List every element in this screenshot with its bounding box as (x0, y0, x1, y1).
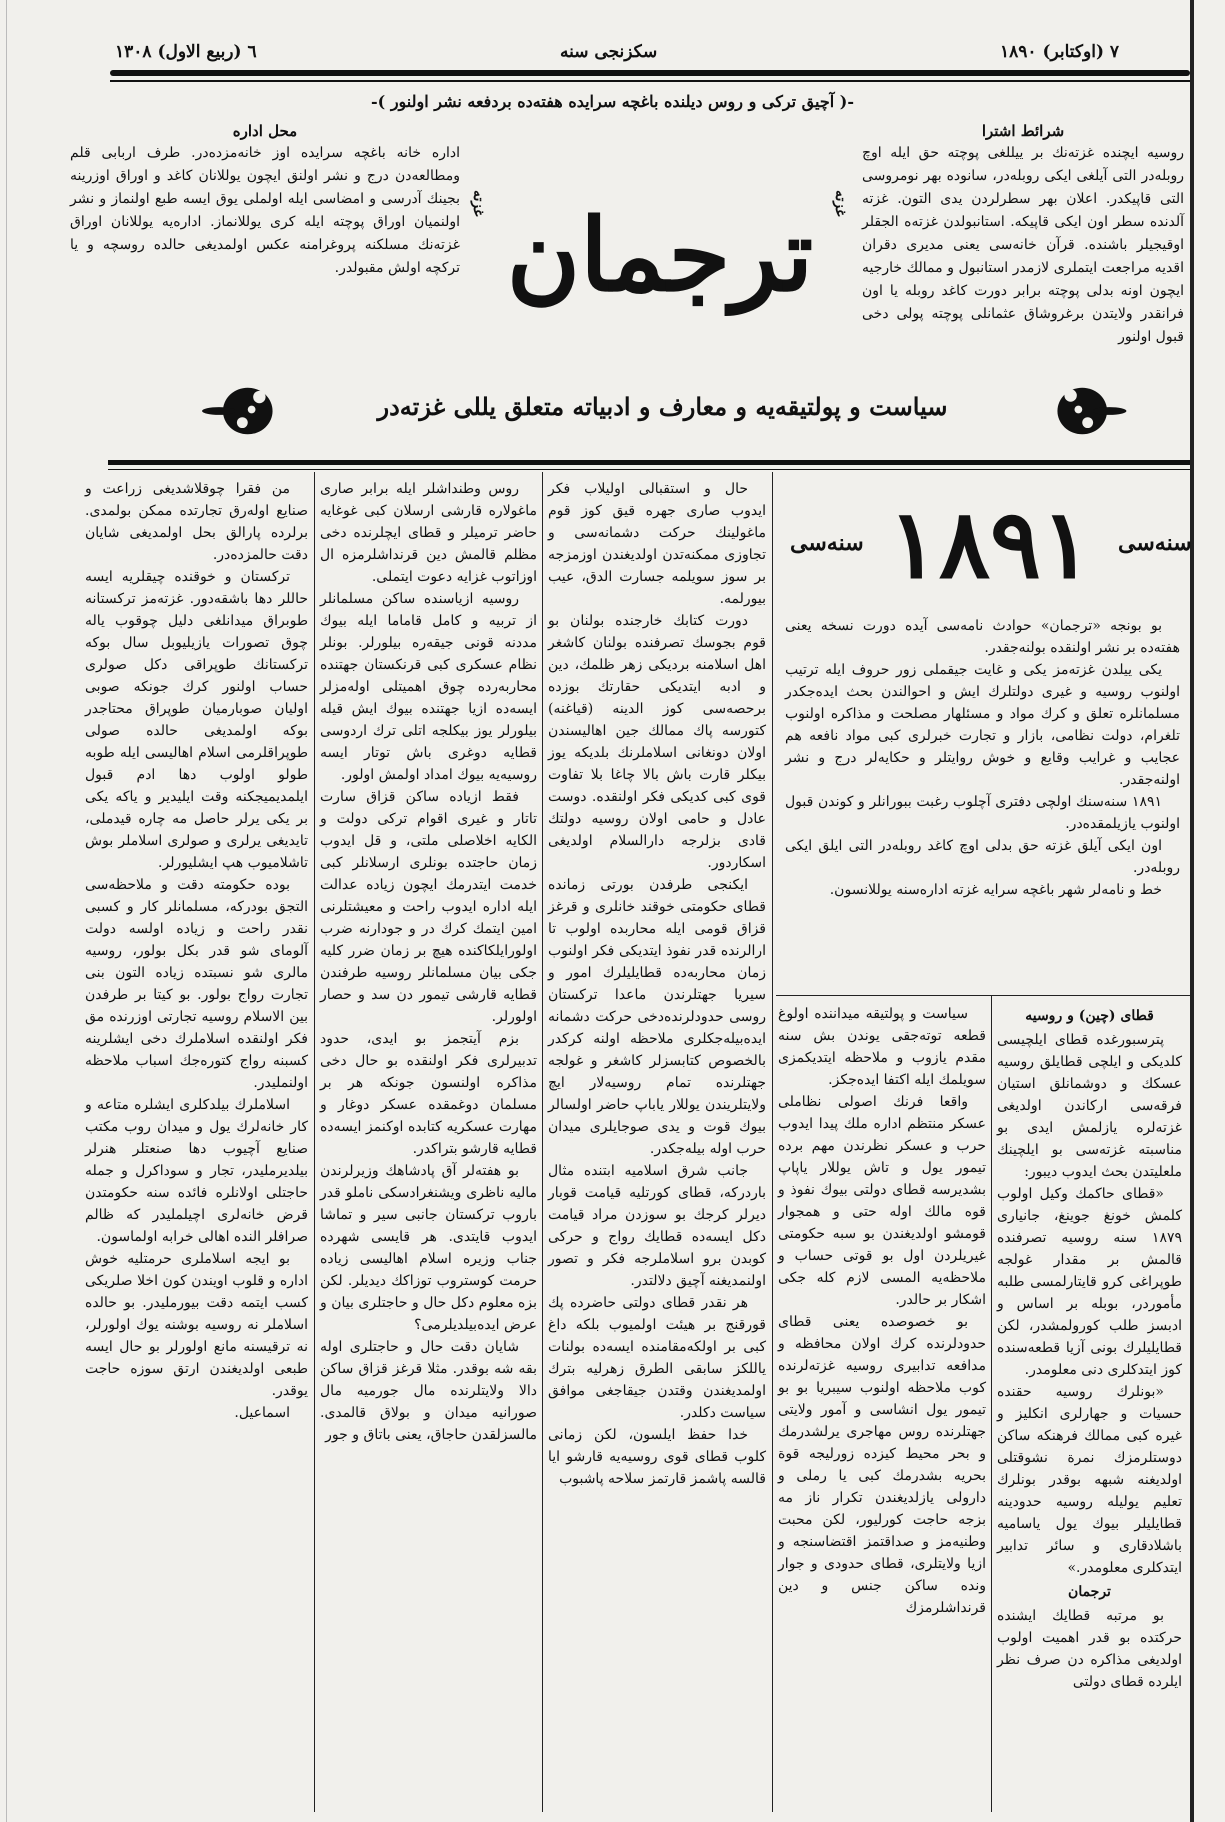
paragraph: ایکنجی طرفدن بورتی زمانده قطای حکومتی خوقند خانلری و قرغز قزاق قومی ایله محاربده اولوب تا ارالرنده قدر نفوذ ایتدیکی فکر اولنوب زمان محاربه‌ده قطایلیلرك امور و سیریا جهتلرندن ماعدا ترکستان روسی حدودلرنده‌دخی حرکت دشمانه ایده‌بیله‌جکلری ملاحظه اولنه کرکدر بالخصوص کتابسزلر کاشغر و غولجه جهتلرنده تمام روسیه‌لار ایچ ولایتلریندن یوللار یاباپ حاضر اولسالر بیوك قوت و یدی صوجایلری میدان حرب اوله بیله‌جکدر. (548, 877, 766, 1157)
paragraph: واقعا فرنك اصولی نظاملی عسکر منتظم اداره ملك پیدا ایدوب حرب و عسکر نظرندن مهم برده تیمور یول و تاش یوللار یاپاپ بشدیرسه قطای دولتی بیوك نفوذ و قوه مالك اوله حتی و همجوار قومشو اولدیغندن بو سبه حکومتی غیریلردن اول بو قوتی حساب و ملاحظه‌یه المسی لازم کله جکی اشکار بر حالدر. (778, 1094, 986, 1308)
paragraph: روسیه ازیاسنده ساکن مسلمانلر از تربیه و کامل قاماما ایله بیوك مددنه قونی جیقه‌ره بیلورلر. بونلر نظام عسکری کبی قرنکستان جهتنده محاربه‌رده چوق اهمیتلی اوله‌مزلر ایسه‌ده ازیا جهتنده بیوك ایش قیله بیلورلر یوز بیکلجه اتلی ترك اردوسی قطایه دوغری باش توتار ایسه روسیه‌یه بیوك امداد اولمش اولور. (320, 591, 537, 783)
article-heading: ترجمان (1068, 1584, 1111, 1600)
signature: اسماعیل. (234, 1405, 290, 1421)
section-divider (776, 995, 1190, 996)
office-heading: محل اداره (232, 122, 298, 140)
masthead-rule-thin (108, 469, 1190, 470)
header-rule (110, 70, 1190, 76)
column-5 (997, 1003, 1182, 1693)
paragraph: پترسبورغده قطای ایلچیسی کلدیکی و ایلچی قطایلق روسیه عسکك و دوشمانلق استیان فرقه‌سی ارکاندن اولدیغی غزته‌لره یازلمش ایدی بو مناسبته غزته‌سی بو ایلچینك ملعلیتدن بحث ایدوب دیبور: (997, 1032, 1182, 1180)
hijri-date: ٦ (ربیع الاول) ١٣٠٨ (115, 42, 257, 62)
subtitle: -( آچیق ترکی و روس دیلنده باغچه سرایده هفته‌ده بردفعه نشر اولنور )- (371, 92, 854, 111)
paragraph: روس وطنداشلر ایله برابر صاری ماغولاره قارشی ارسلان کبی غوغایه حاضر ترمیلر و قطای ایچلرنده دخی مظلم قالمش دین قرنداشلرمزه ال اوزاتوب غزایه دعوت ایتملی. (320, 481, 537, 585)
column-1 (85, 478, 308, 1424)
office-text: اداره خانه باغچه سرایده اوز خانه‌مزده‌در. طرف اربابی قلم ومطالعه‌دن درج و نشر اولنق ایچون یوللانان کاغد و اوراق اوزرینه بجینك آدرسی و امضاسی ایله اولملی یوق ایسه طبع اولنماز و نشر اولنمیان اوراق پوچته ایله کری یوللانماز. اداره‌یه یوللانان اوراق غزته‌نك مسلکنه پروغرامنه عکس اولمدیغی حالده روسچه و یا ترکچه اولش مقبولدر. (70, 145, 460, 276)
paragraph: بو مرتبه قطایك ایشنده حرکتده بو قدر اهمیت اولوب اولدیغی مذاکره دن صرف نظر ایلرده قطای دولتی (997, 1608, 1182, 1690)
paragraph: حال و استقبالی اولیلاب فکر ایدوب صاری جهره قیق کوز قوم ماغولینك حرکت دشمانه‌سی و تجاوزی ممکنه‌تدن اولدیغندن اوزمزجه بر سوز سویلمه جسارت الدق، عیب بیورلمه. (548, 481, 766, 607)
masthead-rule (108, 460, 1190, 465)
paragraph: «قطای حاکمك وکیل اولوب کلمش خونغ جوینغ، جانیاری ١٨٧٩ سنه روسیه تصرفنده قالمش بر مقدار غولجه طوپراغی کرو قایتارلمسی طلبه مأموردر، بوبله بر اساس و ادبسز طلب کورولمشدر، لکن قطایلیلرك بونی آزیا قطعه‌سنده کوز ایتدکلری دنی معلومدر. (997, 1186, 1182, 1378)
office-box (70, 122, 460, 280)
paragraph: جانب شرق اسلامیه ابتنده مثال باردرکه، قطای کورتلیه قیامت قوبار دیرلر کرجك بو سوزدن مراد قیامت دکل ایسه‌ده قطایك رواج و حرکی کوبدن برو اسلاملرجه فکر و تصور اولنمدیغنه آچیق دلالتدر. (548, 1163, 766, 1289)
paragraph: بو بونجه «ترجمان» حوادث نامه‌سی آیده دورت نسخه یعنی هفته‌ده بر نشر اولنقده بولنه‌جقدر. (785, 618, 1180, 656)
ornament-left-icon (190, 380, 290, 442)
subscription-box (862, 122, 1184, 349)
paragraph: ترکستان و خوقنده چیقلریه ایسه حاللر دها باشقه‌دور. غزته‌مز ترکستانه طوبراق میدانلغی دلیل چوقوب یاله چوق تصورات یازیلیوبل سال بوکه ترکستانك طوپراقی دکل صولری حساب اولنور کرك جونکه صوبی اولیان صوبارمیان طوپراق محتاجدر بوکه اولمدیغی حالده صولی طوپراقلرمی اسلام اهالیسی ایله طوبه طولو اولوب دها ادم قبول ایلمدیمیجکنه وقت ایلیدیر و یاکه یکی بر یکی یرلر حاصل مه چاره قیدملی، تایدیغی یرلری و صولری اسلاملر بوش تاشلامیوب هپ ایشلیورلر. (85, 569, 308, 871)
column-rule (991, 995, 992, 1812)
page-edge (6, 0, 7, 1822)
paragraph: بزم آیتجمز بو ایدی، حدود تدبیرلری فکر اولنقده بو حال دخی مذاکره اولنسون جونکه هر بر مسلمان دوغمقده عسکر دوغار و مهارت عسکریه کتابده اوکنمز ایسه‌ده قطایه قارشو بتراکدر. (320, 1031, 537, 1157)
subscription-heading: شرائط اشترا (981, 122, 1065, 140)
paragraph: سیاست و پولتیقه میداننده اولوغ قطعه توته‌جقی یوندن بش سنه مقدم یازوب و ملاحظه ایتدیکمزی سویلمك ایله اکتفا ایده‌جکز. (778, 1006, 986, 1088)
column-2 (320, 478, 537, 1446)
column-4 (778, 1003, 986, 1619)
paragraph: دورت کتابك خارجنده بولنان بو قوم بجوسك تصرفنده بولنان کاشغر اهل اسلامنه بردیکی زهر ظلمك، دین و ادبه ایتدیکی حقارتك بوزده برحصه‌سی کوز الدینه (قیاغنه) کتورسه پاك ممالك جین اهالیسندن اولان دونغانی اسلاملرنك بلدیکه یوز بیکلر قارت باش بالا چاغا بلا تفاوت قوی کبی کدیکی فکر اولنقده. دوست عادل و حامی اولان روسیه دولتك قادی بزلرجه دارالسلام اولدیغی اسکاردور. (548, 613, 766, 871)
tagline: سیاست و پولتیقه‌یه و معارف و ادبیاته متعلق یللی غزته‌در (377, 392, 948, 421)
year-word-left: سنه‌سی (790, 530, 864, 556)
paragraph: بو ایجه اسلاملری حرمتلیه خوش اداره و قلوب اویندن کون اخلا صلریکی کسب ایتمه دقت بیورملیدر. بو حالده اسلاملر نه روسیه بوشنه یوك اولورلر، نه ترقیسنه مانع اولورلر بو حال ایسه طبعی اولدیغندن ارتق سوزه حاجت یوقدر. (85, 1251, 308, 1399)
page-frame-border (1190, 0, 1194, 1822)
column-3 (548, 478, 766, 1490)
paragraph: بو خصوصده یعنی قطای حدودلرنده کرك اولان محافظه و مدافعه تدابیری روسیه غزته‌لرنده کوب ملاحظه اولنوب سیبریا بو بو تیمور یول انشاسی و آمور ولایتی جهتلرنده روس مهاجری یرلشدرمك و بحر محیط کیزده زورلیجه قوة بحریه بشدرمك کبی یا رملی و دارولی یازلدیغندن تکرار ناز مه بزجه حاجت کورلیور، لکن محبت وطنیه‌مز و صداقتمز اقتضاسنجه و ازیا ولایتلری، قطای حدودی و جوار ونده ساکن جنس و دین قرنداشلرمزك (778, 1314, 986, 1616)
subscription-text: روسیه ایچنده غزته‌نك بر ییللغی پوچته حق ایله اوچ روبله‌در التی آیلغی ایکی روبله‌در، سانوده بهر نومروسی التی قاپیکدر. اعلان بهر سطرلردن یدی التون. غزته آلدنده سطر اون ایکی قاپیکه. استانبولدن غزته‌ه الجقلر اوقیجیلر باشنده. قرآن خانه‌سی یعنی مدیری دقران اقدیه مراجعت ایتملری لازمدر استانبول و ممالك خارجیه ایچون اونه بدلی پوچته برابر دورت کاغد روبله یا اون فرانقدر ولایتدن برغروشاق عثمانلی پوچته پولی دخی قبول اولنور (862, 145, 1184, 345)
paragraph: من فقرا چوقلاشدیغی زراعت و صنایع اوله‌رق تجارتده ممکن بولمدی. برلرده پارالق بحل اولمدیغی شایان دقت حالمزده‌در. (85, 481, 308, 563)
paragraph: بو هفته‌لر آق پادشاهك وزیرلرندن مالیه ناظری ویشنغرادسکی ناملو قدر باروب ترکستان جانبی سیر و تماشا ایدوب قایتدی. هر قایسی شهرده جناب وزیره اسلام اهالیسی زیاده حرمت کوستروب توزاکك دیدیلر. لکن بزه معلوم دکل حال و حاجتلری بیان و عرض ایده‌بیلدیلرمی؟ (320, 1163, 537, 1333)
year-number: ١٨٩١ (887, 489, 1093, 600)
year-announcement (785, 615, 1180, 901)
paragraph: اسلاملرك بیلدکلری ایشلره متاعه و کار خانه‌لرك یول و میدان روب مکتب صنایع آچیوب دها صنعتلر هنرلر بیلدیرملیدر، تجار و سوداکرل و جمله حاجتلی اولانلره فائده سنه حکومتدن قرض خانه‌لری اچیلملیدر که ظالم صرافلر النده اهالی خرابه اولماسون. (85, 1097, 308, 1245)
paragraph: «بونلرك روسیه حقنده حسیات و جهارلری انکلیز و غیره کبی ممالك فرهنکه ساکن دوستلرمزك نمرة نشوقتلی اولدیغنه شبهه بوقدر بونلرك تعلیم یولیله روسیه حدودینه قطایلیلر بیوك یول یاسامیه باشلادقاری و سائر تدابیر ایتدکلری معلومدر.» (997, 1384, 1182, 1576)
side-label-left: غزته (470, 190, 486, 217)
newspaper-title-logo: ترجمان (506, 196, 814, 314)
header-rule-thin (110, 80, 1190, 82)
paragraph: خط و نامه‌لر شهر باغچه سرایه غزته اداره‌سنه یوللانسون. (829, 882, 1162, 898)
paragraph: شایان دقت حال و حاجتلری اوله بقه شه بوقدر. مثلا قرغز قزاق ساکن دالا ولایتلرنده مال جورمیه مال صورانیه میدان و بولاق قالمدی. مالسزلقدن حاجاق، یعنی باتاق و جور (320, 1339, 537, 1443)
paragraph: یکی ییلدن غزته‌مز یکی و غایت جیقملی زور حروف ایله ترتیب اولنوب روسیه و غیری دولتلرك ایش و احوالندن بحث ایده‌جکدر مسلمانلره تعلق و کرك مواد و مسئلهار مصلحت و مذاکره اولنوب تلغرام، دولت نظامی، بازار و تجارت خبرلری کبی مواد نافعه هم عجایب و غرایب وقایع و خوش روایتلر و حکایه‌لر درج و نشر اولنه‌جقدر. (785, 662, 1180, 788)
column-rule (314, 472, 315, 1812)
paragraph: فقط ازیاده ساکن قزاق سارت تاتار و غیری اقوام ترکی دولت و الکایه اخلاصلی ملتی، و قل ایدوب زمان حاجتده بونلری ارسلانلر کبی خدمت ایتدرمك ایچون زیاده عدالت ایله اداره ایدوب راحت و معیشتلرنی امین ایتمك کرك در و جودارنه ضرب اولورایلکاکنده هیچ بر زمان ضرر کلیه جکی بیان مسلمانلر روسیه طرفندن قطایه قارشی تیمور دن سد و حصار اولورلر. (320, 789, 537, 1025)
gregorian-date: ٧ (اوکتابر) ١٨٩٠ (1000, 42, 1120, 62)
year-word-right: سنه‌سی (1118, 530, 1192, 556)
column-rule (772, 472, 773, 1812)
paragraph: بوده حکومته دقت و ملاحظه‌سی التجق بودرکه، مسلمانلر کار و کسبی نقدر راحت و زیاده اولسه دولت آلومای شو قدر بکل بولور، روسیه مالری شو نسبتده زیاده التون بنی تجارت رواج بولور. بو کیتا بر طرفدن بین الاسلام روسیه تجارتی اوزرنده مق فکر اولنقده اسلاملرك دخی ایشلرینه کسبنه رواج کتوره‌جك اسباب ملاحظه اولنملیدر. (85, 877, 308, 1091)
paragraph: هر نقدر قطای دولتی حاضرده پك قورقنج بر هیئت اولمیوب بلکه داغ کبی بر اولکه‌مقامنده ایسه‌ده بولنات یاللکز سابقی الطرق زهرلیه بترك اولمدیغندن وقتدن جیقاجغی موافق سیاست دکلدر. (548, 1295, 766, 1421)
paragraph: ١٨٩١ سنه‌سنك اولچی دفتری آچلوب رغبت ببورانلر و کوندن قبول اولنوب یازیلمقده‌در. (785, 794, 1180, 832)
ornament-right-icon (1040, 380, 1140, 442)
side-label-right: غزته (832, 190, 848, 217)
paragraph: اون ایکی آیلق غزته حق بدلی اوچ کاغد روبله‌در التی ایلق ایکی روبله‌در. (785, 838, 1180, 876)
article-heading: قطای (چین) و روسیه (1025, 1008, 1154, 1024)
volume-label: سکزنجی سنه (560, 42, 658, 62)
paragraph: خدا حفظ ایلسون، لکن زمانی کلوب قطای قوی روسیه‌یه قارشو ایا قالسه پاشمز قارتمز سلاحه پاشبوب (548, 1427, 766, 1487)
column-rule (542, 472, 543, 1812)
